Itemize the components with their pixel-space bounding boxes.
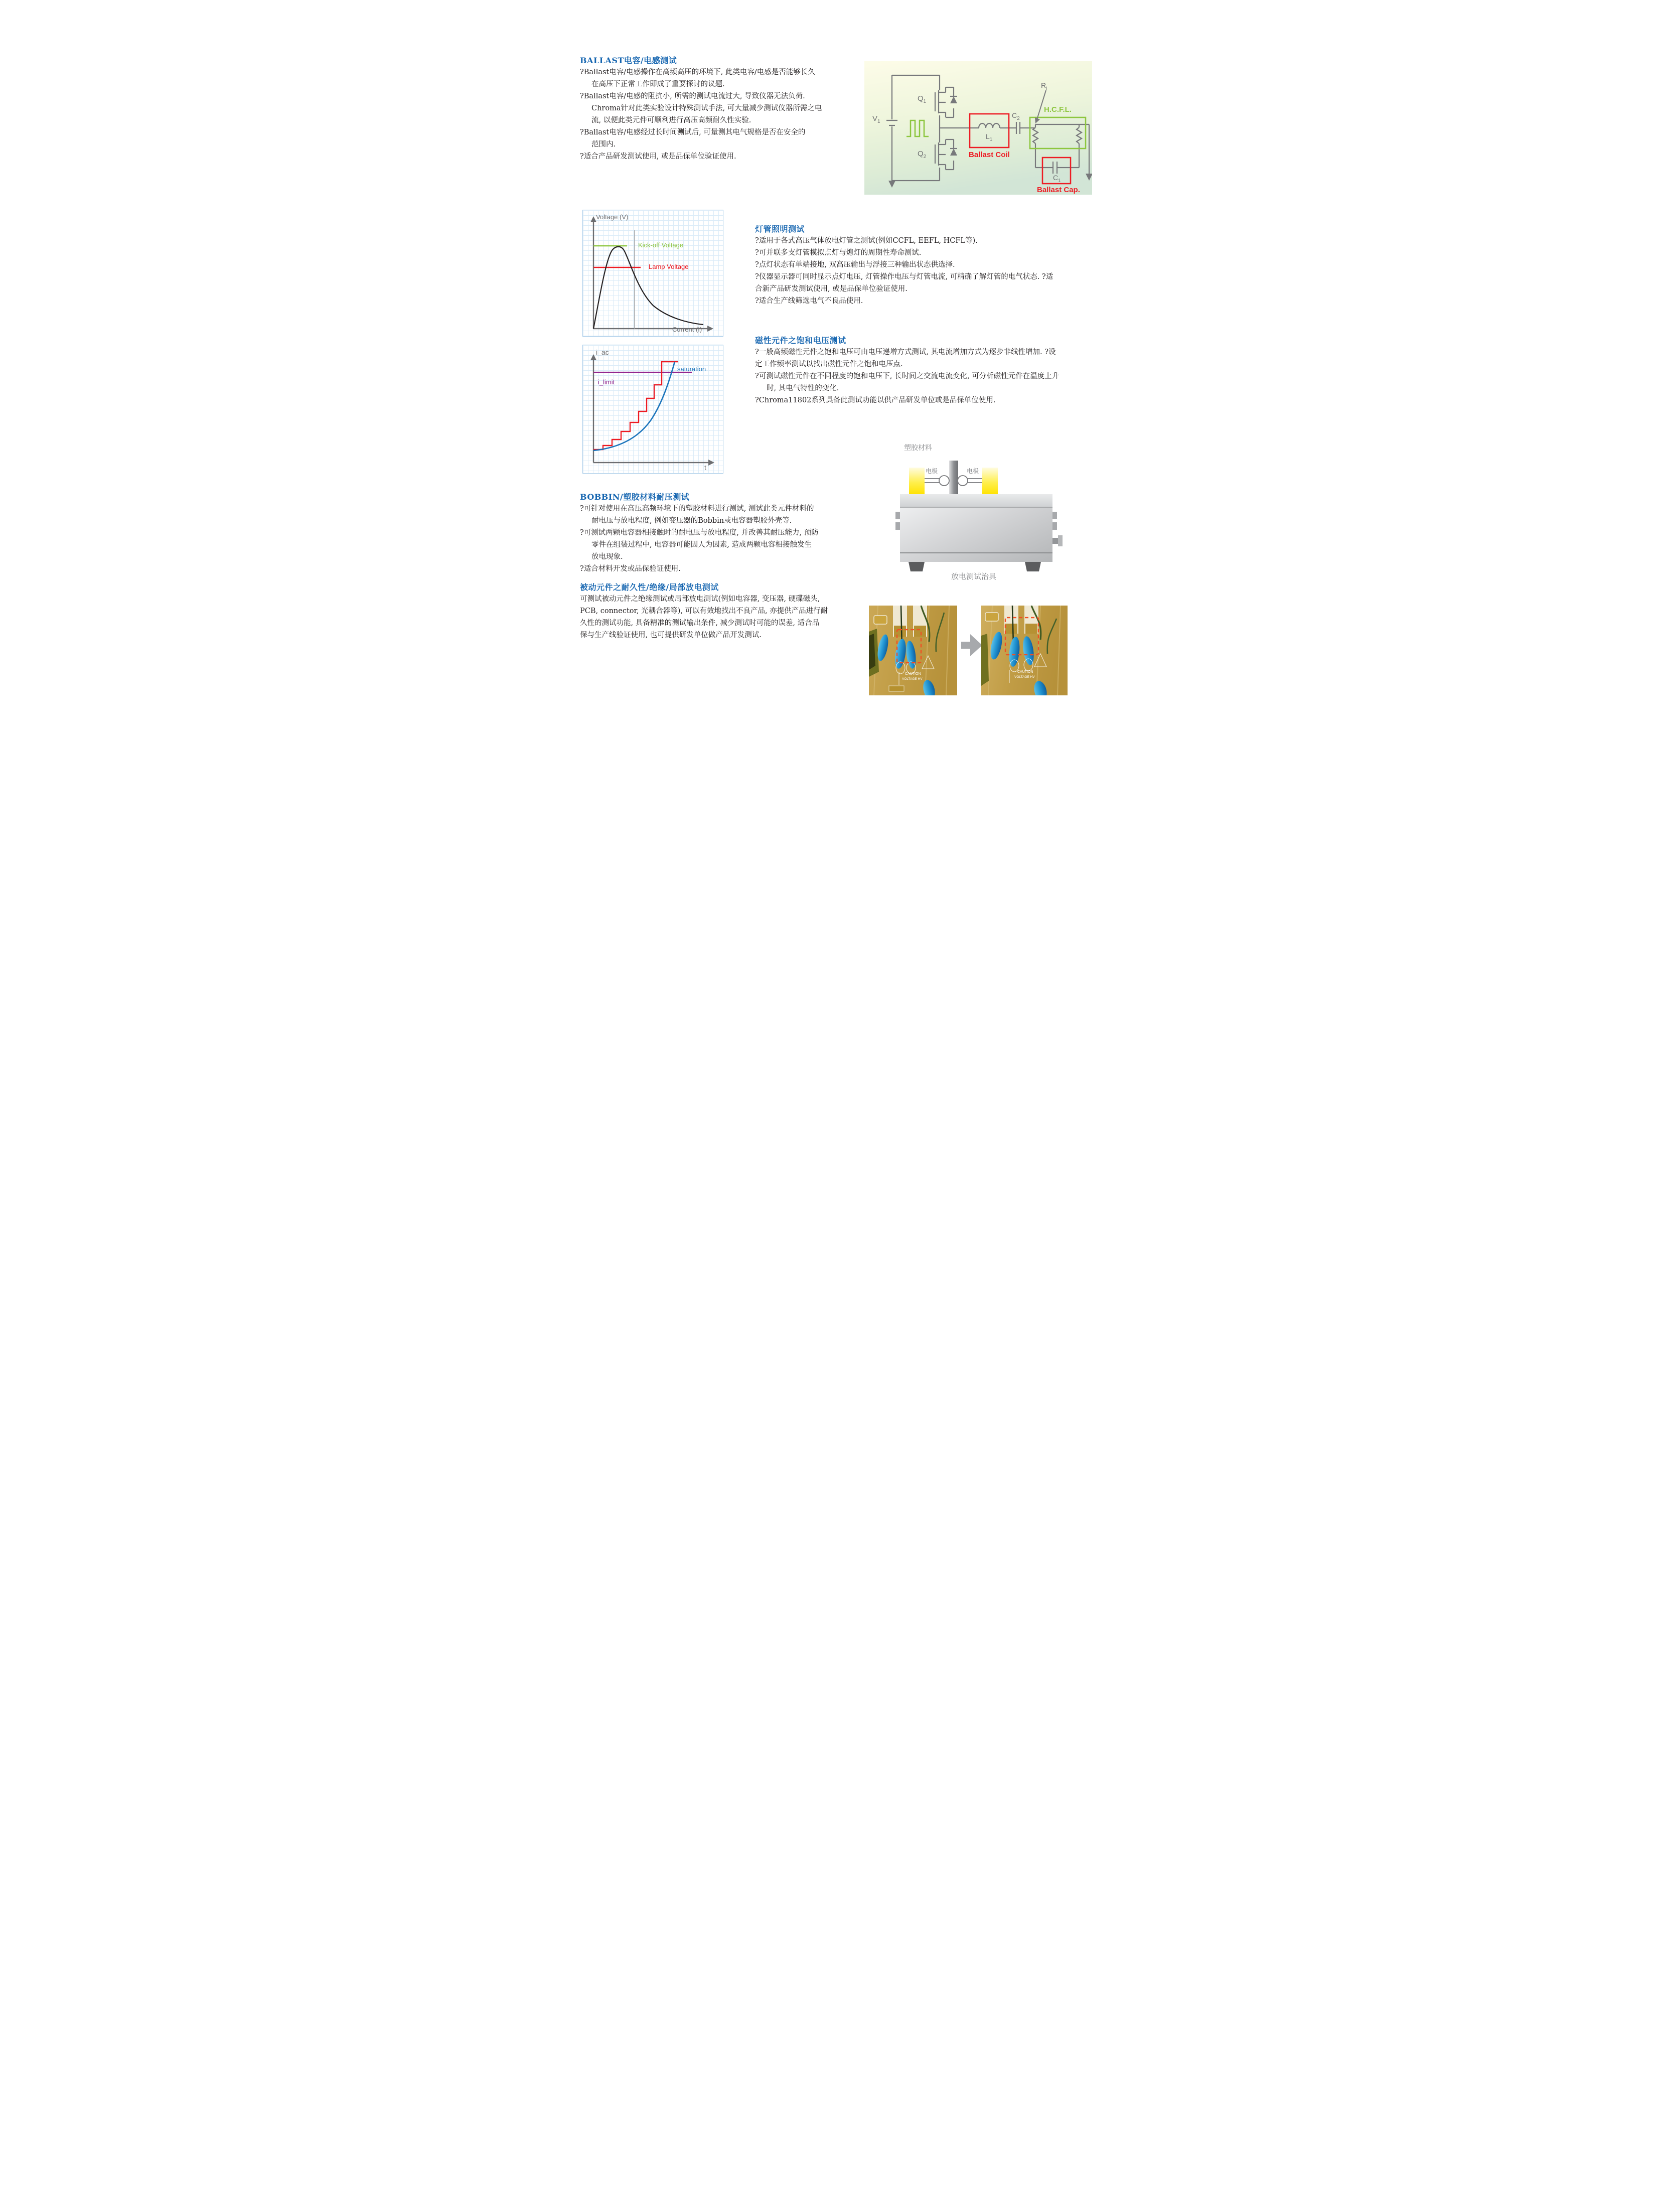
fixture-caption: 放电测试治具	[951, 572, 997, 581]
label-v1: $V_1$	[872, 114, 880, 124]
saturation-label: saturation	[677, 365, 706, 373]
pcb-photo-before	[869, 606, 957, 695]
text-line: 合新产品研发测试使用, 或是品保单位验证使用.	[755, 285, 908, 293]
section-heading-magnetic: 磁性元件之饱和电压测试	[755, 336, 846, 345]
pcb-photo-after	[981, 606, 1068, 695]
catalog-page	[537, 0, 1122, 780]
iac-x-axis-label: t	[704, 464, 706, 472]
pcb-photo-before-graphic	[869, 606, 957, 695]
iac-chart-graphic	[583, 345, 723, 473]
electrode-label-left: 电极	[926, 468, 938, 475]
text-line: 零件在组装过程中, 电容器可能因人为因素, 造成两颗电容相接触发生	[591, 541, 812, 549]
iac-chart	[582, 345, 723, 474]
caution-text-1: CAUTION	[1017, 670, 1033, 674]
section-heading-lamp: 灯管照明测试	[755, 224, 805, 234]
label-ri: $R_i$	[1041, 81, 1047, 91]
text-line: 可测试被动元件之绝缘测试或局部放电测试(例如电容器, 变压器, 硬碟磁头,	[580, 595, 820, 603]
ballast-circuit-diagram	[864, 61, 1092, 195]
text-line: ?适合生产线筛选电气不良品使用.	[755, 297, 863, 305]
text-line: ?Ballast电容/电感的阻抗小, 所需的测试电流过大, 导致仪器无法负荷.	[580, 92, 805, 100]
text-line: ?可并联多支灯管模拟点灯与熄灯的周期性寿命测试.	[755, 249, 922, 257]
i-limit-label: i_limit	[598, 378, 615, 386]
electrode-ball-right	[958, 476, 968, 486]
text-line: 时, 其电气特性的变化.	[767, 384, 839, 392]
text-line: ?适合产品研发测试使用, 或是品保单位验证使用.	[580, 153, 736, 161]
pcb-photo-after-graphic	[981, 606, 1068, 695]
kickoff-voltage-label: Kick-off Voltage	[638, 241, 684, 249]
text-line: Chroma针对此类实验设计特殊测试手法, 可大量减少测试仪器所需之电	[591, 104, 822, 112]
label-l1: $L_1$	[986, 132, 993, 142]
staircase-current	[593, 362, 678, 450]
text-line: ?一般高频磁性元件之饱和电压可由电压递增方式测试, 其电流增加方式为逐步非线性增加. ?设	[755, 348, 1056, 356]
text-line: ?可测试两颗电容器相接触时的耐电压与放电程度, 并改善其耐压能力, 预防	[580, 529, 819, 537]
iac-y-axis-label: i_ac	[596, 348, 609, 356]
text-line: 在高压下正常工作即成了重要探讨的议题.	[591, 80, 725, 88]
fixture-graphic	[893, 441, 1094, 582]
fixture-knob	[1052, 538, 1058, 544]
text-line: 耐电压与放电程度, 例如变压器的Bobbin或电容器塑胶外壳等.	[591, 517, 792, 525]
text-line: ?可测试磁性元件在不同程度的饱和电压下, 长时间之交流电流变化, 可分析磁性元件在温度上升	[755, 372, 1060, 380]
text-line: 久性的测试功能, 具备精准的测试输出条件, 减少测试时可能的误差, 适合品	[580, 619, 820, 627]
text-line: ?适合材料开发或品保验证使用.	[580, 565, 681, 573]
text-line: PCB, connector, 光耦合器等), 可以有效地找出不良产品, 亦提供产品进行耐	[580, 607, 828, 615]
section-body-bobbin	[580, 503, 866, 575]
vi-x-axis-label: Current (I)	[672, 326, 702, 333]
vi-y-axis-label: Voltage (V)	[596, 213, 629, 221]
fixture-post	[949, 461, 958, 496]
text-line: ?可针对使用在高压高频环境下的塑胶材料进行测试, 测试此类元件材料的	[580, 505, 814, 513]
caution-text-2: VOLTAGE HV	[902, 677, 923, 681]
vi-chart-graphic	[583, 210, 723, 336]
text-line: 放电现象.	[591, 553, 623, 561]
label-ballast-coil: Ballast Coil	[969, 151, 1010, 159]
section-heading-ballast: BALLAST电容/电感测试	[580, 56, 677, 65]
text-line: 流, 以便此类元件可顺利进行高压高频耐久性实验.	[591, 116, 751, 124]
section-body-passive	[580, 593, 866, 641]
caution-text-1: CAUTION	[905, 672, 921, 676]
section-body-lamp	[755, 235, 1101, 307]
electrode-ball-left	[939, 476, 949, 486]
discharge-fixture-figure	[893, 441, 1094, 582]
vi-curve	[593, 247, 703, 329]
transition-arrow-icon	[961, 634, 982, 656]
section-body-magnetic	[755, 346, 1101, 406]
section-heading-passive: 被动元件之耐久性/绝缘/局部放电测试	[580, 582, 719, 592]
saturation-curve	[593, 362, 675, 451]
electrode-label-right: 电极	[967, 468, 979, 475]
label-q2: $Q_2$	[918, 150, 927, 160]
section-heading-bobbin: BOBBIN/塑胶材料耐压测试	[580, 492, 690, 502]
text-line: ?Ballast电容/电感经过长时间测试后, 可量测其电气规格是否在安全的	[580, 128, 806, 136]
text-line: 定工作频率测试以找出磁性元件之饱和电压点.	[755, 360, 903, 368]
text-line: ?Ballast电容/电感操作在高频高压的环境下, 此类电容/电感是否能够长久	[580, 68, 815, 76]
text-line: ?适用于各式高压气体放电灯管之测试(例如CCFL, EEFL, HCFL等).	[755, 237, 978, 245]
plastic-sample-right	[982, 468, 998, 495]
label-ballast-cap: Ballast Cap.	[1037, 186, 1080, 194]
text-line: ?仪器显示器可同时显示点灯电压, 灯管操作电压与灯管电流, 可精确了解灯管的电气状态. ?适	[755, 273, 1053, 281]
plastic-material-label: 塑胶材料	[904, 444, 932, 452]
section-body-ballast	[580, 66, 866, 163]
label-c1: $C_1$	[1053, 174, 1061, 184]
text-line: 范围内.	[591, 140, 616, 149]
vi-chart	[582, 210, 723, 337]
lamp-voltage-label: Lamp Voltage	[649, 263, 689, 270]
label-c2: $C_2$	[1012, 111, 1020, 121]
text-line: ?点灯状态有单端接地, 双高压输出与浮接三种输出状态供选择.	[755, 261, 955, 269]
text-line: 保与生产线验证使用, 也可提供研发单位做产品开发测试.	[580, 631, 762, 639]
plastic-sample-left	[909, 468, 925, 495]
caution-text-2: VOLTAGE HV	[1014, 675, 1035, 679]
text-line: ?Chroma11802系列具备此测试功能以供产品研发单位或是品保单位使用.	[755, 396, 996, 404]
label-q1: $Q_1$	[918, 94, 927, 104]
label-hcfl: H.C.F.L.	[1044, 105, 1072, 114]
